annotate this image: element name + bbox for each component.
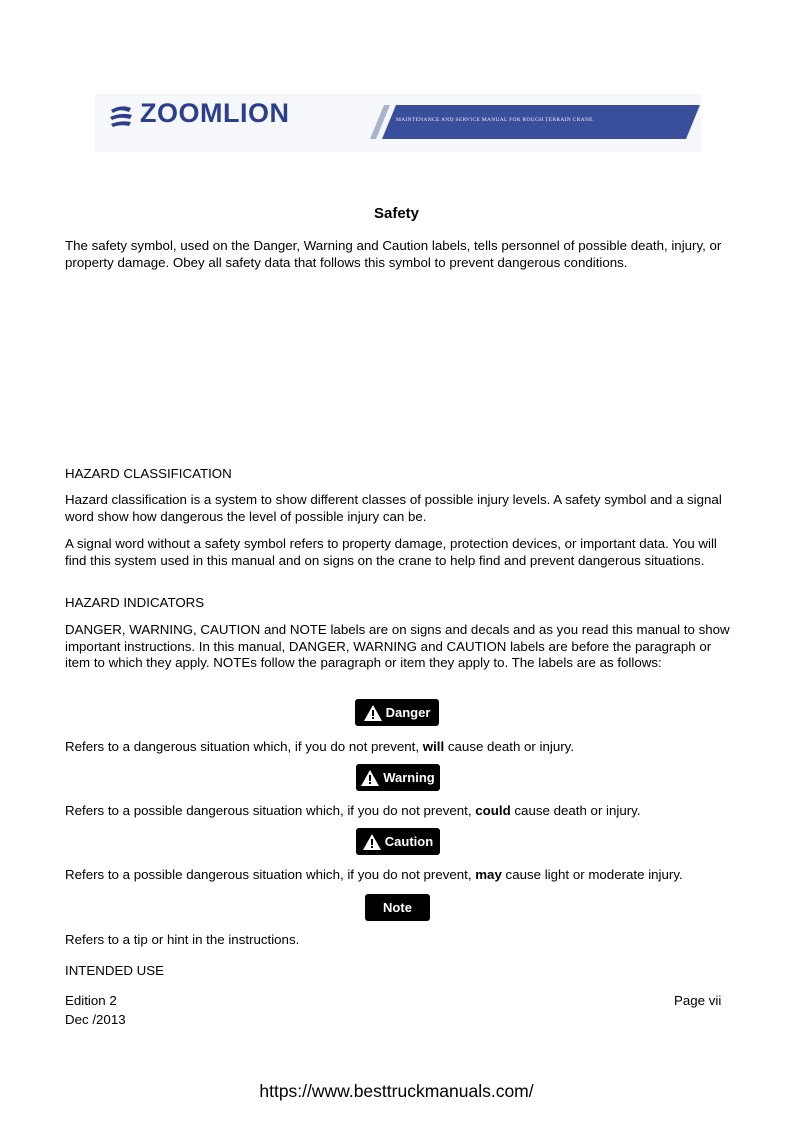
hazard-indicators-paragraph: DANGER, WARNING, CAUTION and NOTE labels are on signs and decals and as you read this manual to show important instructions. In this manual, DANGER, WARNING and CAUTION labels are before the paragraph or item to which they apply. NOTEs follow the paragraph or item they apply to. The labels are as follows: bbox=[65, 622, 730, 670]
warning-label-text: Warning bbox=[383, 770, 435, 785]
note-label bbox=[365, 894, 430, 921]
warning-triangle-icon bbox=[361, 770, 379, 786]
website-url[interactable]: https://www.besttruckmanuals.com/ bbox=[259, 1081, 534, 1101]
intended-use-heading: INTENDED USE bbox=[65, 963, 164, 978]
warning-label bbox=[356, 764, 440, 791]
caution-label bbox=[356, 828, 440, 855]
note-label-text: Note bbox=[383, 900, 412, 915]
warning-triangle-icon bbox=[363, 834, 381, 850]
caution-description: Refers to a possible dangerous situation which, if you do not prevent, may cause light or moderate injury. bbox=[65, 867, 683, 882]
intro-paragraph: The safety symbol, used on the Danger, Warning and Caution labels, tells personnel of possible death, injury, or property damage. Obey all safety data that follows this symbol to prevent dangerous conditions. bbox=[65, 238, 722, 270]
hazard-indicators-heading: HAZARD INDICATORS bbox=[65, 595, 205, 610]
logo-text: ZOOMLION bbox=[140, 98, 290, 128]
danger-label bbox=[355, 699, 439, 726]
hazard-classification-paragraph-1: Hazard classification is a system to show different classes of possible injury levels. A safety symbol and a signal word show how dangerous the level of possible injury can be. bbox=[65, 492, 722, 524]
hazard-classification-paragraph-2: A signal word without a safety symbol refers to property damage, protection devices, or important data. You will find this system used in this manual and on signs on the crane to help find and prevent dangerous situations. bbox=[65, 536, 717, 568]
warning-description: Refers to a possible dangerous situation which, if you do not prevent, could cause death or injury. bbox=[65, 803, 641, 818]
page-title: Safety bbox=[373, 205, 420, 222]
date-text: Dec /2013 bbox=[65, 1012, 126, 1027]
danger-description: Refers to a dangerous situation which, if you do not prevent, will cause death or injury. bbox=[65, 739, 575, 754]
danger-label-text: Danger bbox=[385, 705, 431, 720]
page-number: Page vii bbox=[674, 993, 722, 1008]
edition-text: Edition 2 bbox=[65, 993, 117, 1008]
warning-triangle-icon bbox=[364, 705, 382, 721]
hazard-classification-heading: HAZARD CLASSIFICATION bbox=[65, 466, 232, 481]
note-description: Refers to a tip or hint in the instructions. bbox=[65, 932, 300, 947]
caution-label-text: Caution bbox=[384, 834, 434, 849]
banner-subtitle: MAINTENANCE AND SERVICE MANUAL FOR ROUGH TERRAIN CRANE bbox=[396, 117, 593, 123]
zoomlion-logo-icon bbox=[107, 104, 135, 128]
